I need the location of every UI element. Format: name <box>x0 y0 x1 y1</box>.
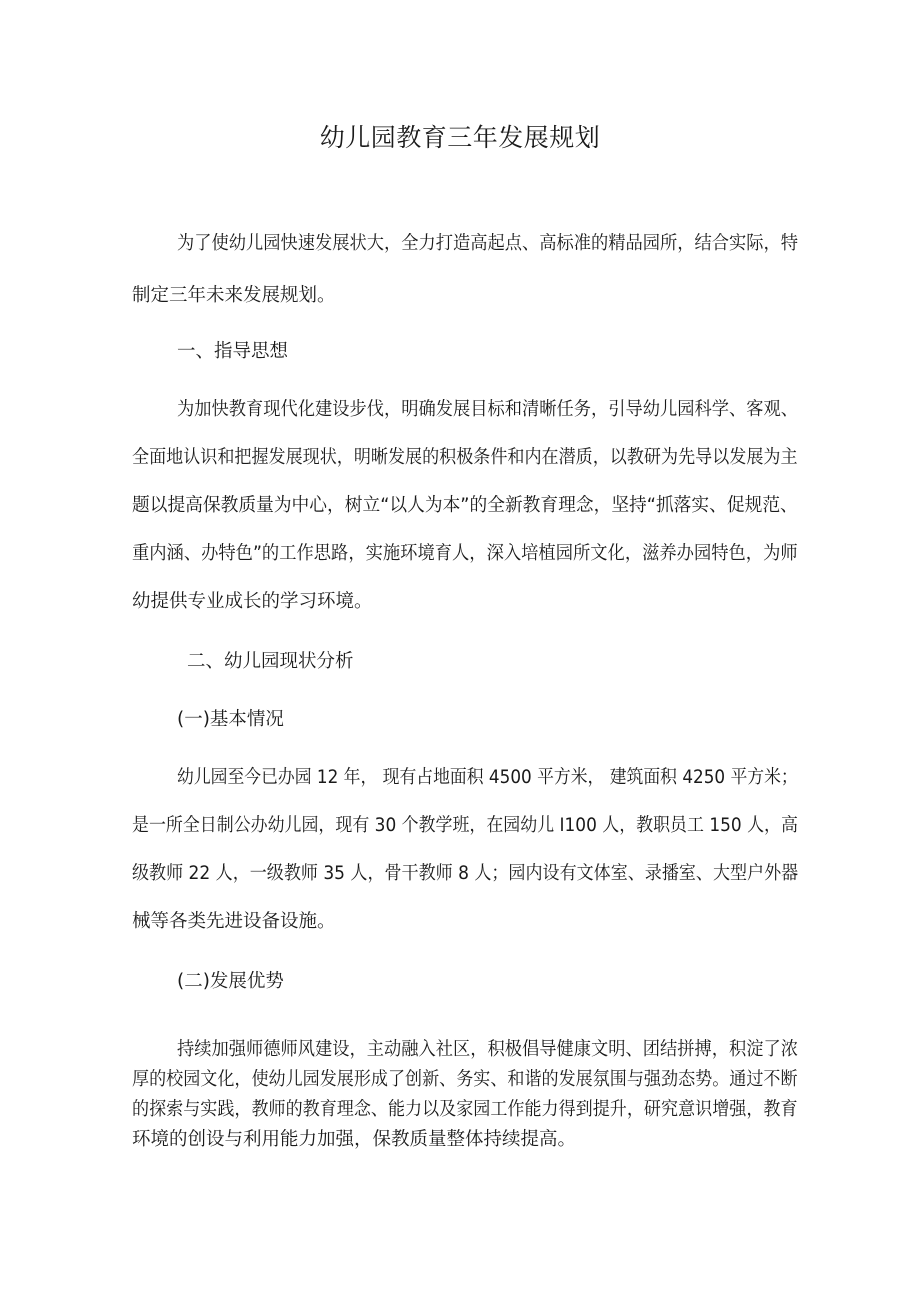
document-title: 幼儿园教育三年发展规划 <box>319 123 601 152</box>
section-heading-status-analysis: 二、幼儿园现状分析 <box>187 651 354 672</box>
sub1-line-1: 幼儿园至今已办园 12 年， 现有占地面积 4500 平方米， 建筑面积 4250 平方米； <box>177 767 798 788</box>
section1-line-3: 题以提高保教质量为中心，树立“以人为本”的全新教育理念，坚持“抓落实、促规范、 <box>132 495 798 516</box>
sub1-line-2: 是一所全日制公办幼儿园，现有 30 个教学班，在园幼儿 I100 人，教职员工 150 人，高 <box>132 815 798 836</box>
subsection-heading-basic-info: (一)基本情况 <box>177 709 284 730</box>
section1-line-5: 幼提供专业成长的学习环境。 <box>132 591 373 612</box>
subsection-heading-advantages: (二)发展优势 <box>177 971 284 992</box>
sub2-line-2: 厚的校园文化，使幼儿园发展形成了创新、务实、和谐的发展氛围与强劲态势。通过不断 <box>132 1069 798 1090</box>
section1-line-2: 全面地认识和把握发展现状，明晰发展的积极条件和内在潜质，以教研为先导以发展为主 <box>132 447 798 468</box>
section1-line-4: 重内涵、办特色”的工作思路，实施环境育人，深入培植园所文化，滋养办园特色，为师 <box>132 543 798 564</box>
sub1-line-4: 械等各类先进设备设施。 <box>132 911 336 932</box>
intro-line-1: 为了使幼儿园快速发展状大，全力打造高起点、高标准的精品园所，结合实际，特 <box>177 233 798 254</box>
intro-line-2: 制定三年未来发展规划。 <box>132 285 336 306</box>
sub2-line-1: 持续加强师德师风建设，主动融入社区，积极倡导健康文明、团结拼搏，积淀了浓 <box>177 1039 798 1060</box>
section-heading-guiding-ideology: 一、指导思想 <box>177 341 289 362</box>
sub2-line-4: 环境的创设与利用能力加强，保教质量整体持续提高。 <box>132 1129 577 1150</box>
sub1-line-3: 级教师 22 人，一级教师 35 人，骨干教师 8 人；园内设有文体室、录播室、大型户外器 <box>132 863 799 884</box>
sub2-line-3: 的探索与实践，教师的教育理念、能力以及家园工作能力得到提升，研究意识增强，教育 <box>132 1099 798 1120</box>
section1-line-1: 为加快教育现代化建设步伐，明确发展目标和清晰任务，引导幼儿园科学、客观、 <box>177 399 798 420</box>
